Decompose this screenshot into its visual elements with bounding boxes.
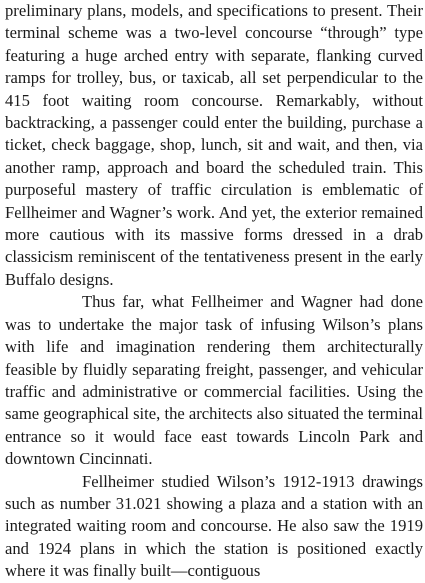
body-paragraph-2: Thus far, what Fellheimer and Wagner had done was to undertake the major task of infusing Wilson’s plans with life and imagination rendering them architecturally feasible by fluidly separating freight, passenger, and vehicular traffic and administrative or commercial facilities. Using the same geographical site, the architects also situated the terminal entrance so it would face east towards Lincoln Park and downtown Cincinnati. <box>5 292 423 469</box>
body-paragraph-3: Fellheimer studied Wilson’s 1912-1913 drawings such as number 31.021 showing a plaza and a station with an integrated waiting room and concourse. He also saw the 1919 and 1924 plans in which the station is positioned exactly where it was finally built—contiguous <box>5 471 423 581</box>
document-page <box>5 0 423 583</box>
body-paragraph-1: preliminary plans, models, and specifications to present. Their terminal scheme was a two-level concourse “through” type featuring a huge arched entry with separate, flanking curved ramps for trolley, bus, or taxicab, all set perpendicular to the 415 foot waiting room concourse. Remarkably, without backtracking, a passenger could enter the building, purchase a ticket, check baggage, shop, lunch, sit and wait, and then, via another ramp, approach and board the scheduled train. This purposeful mastery of traffic circulation is emblematic of Fellheimer and Wagner’s work. And yet, the exterior remained more cautious with its massive forms dressed in a drab classicism reminiscent of the tentativeness present in the early Buffalo designs. <box>5 1 423 289</box>
